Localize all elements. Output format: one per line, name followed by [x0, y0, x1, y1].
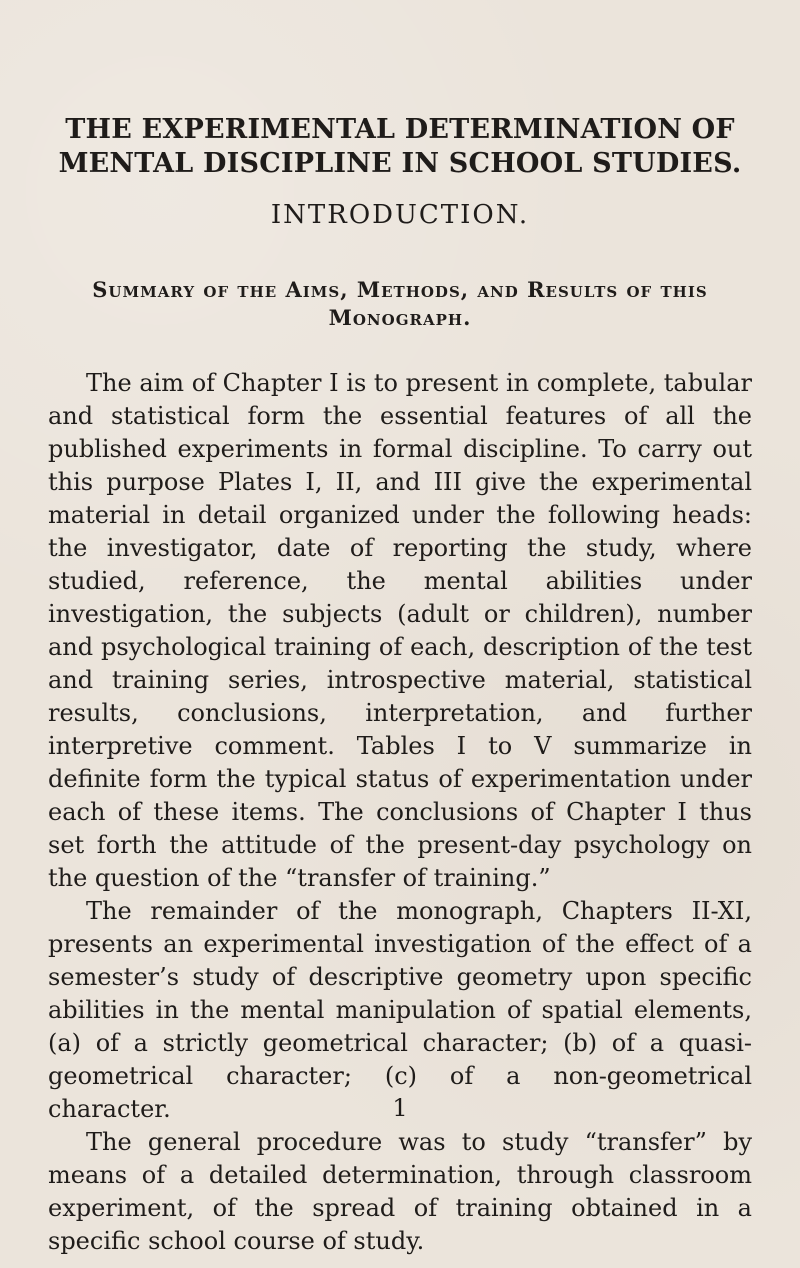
paragraph-3: The general procedure was to study “transfer” by means of a detailed determination, through classroom experiment, of the spread of training obtained in a specific school course of study.: [48, 1128, 752, 1255]
page-number: 1: [392, 1094, 408, 1122]
paragraph-2: The remainder of the monograph, Chapters II-XI, presents an experimental investigation of the effect of a semester’s study of descriptive geometry upon specific abilities in the mental manipulation of spatial elements, (a) of a strictly geometrical character; (b) of a quasi-geometrical character; (c) of a non-geometrical character.: [48, 897, 752, 1123]
paragraph-1: The aim of Chapter I is to present in complete, tabular and statistical form the essential features of all the published experiments in formal discipline. To carry out this purpose Plates I, II, and III give the experimental material in detail organized under the following heads: the investigator, date of reporting the study, where studied, reference, the mental abilities under investigation, the subjects (adult or children), number and psychological training of each, description of the test and training series, introspective material, statistical results, conclusions, interpretation, and further interpretive comment. Tables I to V summarize in definite form the typical status of experimentation under each of these items. The conclusions of Chapter I thus set forth the attitude of the present-day psychology on the question of the “transfer of training.”: [48, 369, 752, 892]
summary-heading: Summary of the Aims, Methods, and Results of this Monograph.: [92, 277, 708, 331]
section-heading: INTRODUCTION.: [270, 200, 530, 230]
body-text: [48, 367, 752, 1258]
document-title: THE EXPERIMENTAL DETERMINATION OF MENTAL DISCIPLINE IN SCHOOL STUDIES.: [58, 114, 742, 179]
